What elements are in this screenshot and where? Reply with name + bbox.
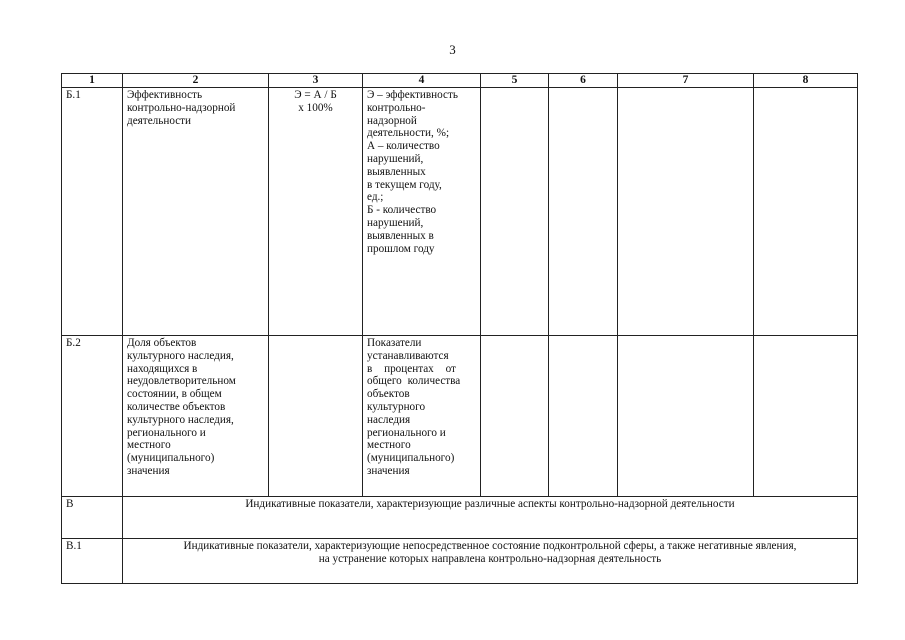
text-line: в текущем году, xyxy=(367,178,442,191)
header-row xyxy=(62,74,858,88)
indicators-table xyxy=(61,73,858,584)
header-col-1: 1 xyxy=(62,74,123,88)
text-line: на устранение которых направлена контрольно-надзорная деятельность xyxy=(318,552,662,565)
text-line: значения xyxy=(367,464,410,477)
empty-cell xyxy=(618,88,754,336)
text-line: нарушений, xyxy=(367,216,424,229)
text-line: регионального и xyxy=(127,426,206,439)
section-title xyxy=(123,539,858,584)
text-line: деятельности, %; xyxy=(367,127,450,140)
indicator-formula xyxy=(269,88,363,336)
text-line: нарушений, xyxy=(367,152,424,165)
section-title xyxy=(123,497,858,539)
text-line: ед.; xyxy=(367,191,384,204)
empty-cell xyxy=(481,88,549,336)
indicator-notes xyxy=(363,88,481,336)
text-line: культурного наследия, xyxy=(127,349,234,362)
text-line: Показатели xyxy=(367,337,422,349)
text-line: неудовлетворительном xyxy=(127,375,236,388)
text-line: общего количества xyxy=(367,375,461,388)
section-row xyxy=(62,497,858,539)
section-code: В.1 xyxy=(62,539,123,584)
text-line: Индикативные показатели, характеризующие различные аспекты контрольно-надзорной деятельности xyxy=(245,498,735,510)
text-line: Индикативные показатели, характеризующие непосредственное состояние подконтрольной сферы, а также негативные явления, xyxy=(183,540,797,552)
text-line: А – количество xyxy=(367,140,440,153)
header-col-3: 3 xyxy=(269,74,363,88)
text-line: контрольно-надзорной xyxy=(127,101,236,114)
text-line: регионального и xyxy=(367,426,446,439)
text-line: наследия xyxy=(367,413,411,426)
text-line: местного xyxy=(127,439,171,452)
text-line: культурного наследия, xyxy=(127,413,234,426)
indicator-name xyxy=(123,88,269,336)
table-row xyxy=(62,88,858,336)
empty-cell xyxy=(481,336,549,497)
header-col-7: 7 xyxy=(618,74,754,88)
text-line: значения xyxy=(127,464,170,477)
empty-cell xyxy=(754,336,858,497)
text-line: выявленных в xyxy=(367,229,434,242)
text-line: в процентах от xyxy=(367,362,456,375)
text-line: Э = А / Б xyxy=(294,89,337,101)
header-col-6: 6 xyxy=(549,74,618,88)
text-line: Эффективность xyxy=(127,89,203,101)
table-row xyxy=(62,336,858,497)
text-line: объектов xyxy=(367,388,410,401)
text-line: (муниципального) xyxy=(367,452,455,465)
text-line: Б - количество xyxy=(367,204,437,217)
section-row xyxy=(62,539,858,584)
text-line: местного xyxy=(367,439,411,452)
text-line: контрольно- xyxy=(367,101,426,114)
empty-cell xyxy=(754,88,858,336)
empty-cell xyxy=(549,336,618,497)
text-line: устанавливаются xyxy=(367,349,449,362)
row-code: Б.2 xyxy=(62,336,123,497)
indicator-name xyxy=(123,336,269,497)
header-col-5: 5 xyxy=(481,74,549,88)
text-line: состоянии, в общем xyxy=(127,388,222,401)
text-line: находящихся в xyxy=(127,362,198,375)
text-line: культурного xyxy=(367,400,426,413)
empty-cell xyxy=(269,336,363,497)
text-line: количестве объектов xyxy=(127,400,226,413)
text-line: Э – эффективность xyxy=(367,89,458,101)
text-line: надзорной xyxy=(367,114,417,127)
empty-cell xyxy=(618,336,754,497)
text-line: (муниципального) xyxy=(127,452,215,465)
text-line: выявленных xyxy=(367,165,426,178)
text-line: Доля объектов xyxy=(127,337,197,349)
text-line: деятельности xyxy=(127,114,192,127)
page-number: 3 xyxy=(449,42,456,57)
text-line: прошлом году xyxy=(367,242,435,255)
row-code: Б.1 xyxy=(62,88,123,336)
indicator-notes xyxy=(363,336,481,497)
section-code: В xyxy=(62,497,123,539)
header-col-8: 8 xyxy=(754,74,858,88)
text-line: х 100% xyxy=(298,101,333,114)
empty-cell xyxy=(549,88,618,336)
header-col-2: 2 xyxy=(123,74,269,88)
header-col-4: 4 xyxy=(363,74,481,88)
